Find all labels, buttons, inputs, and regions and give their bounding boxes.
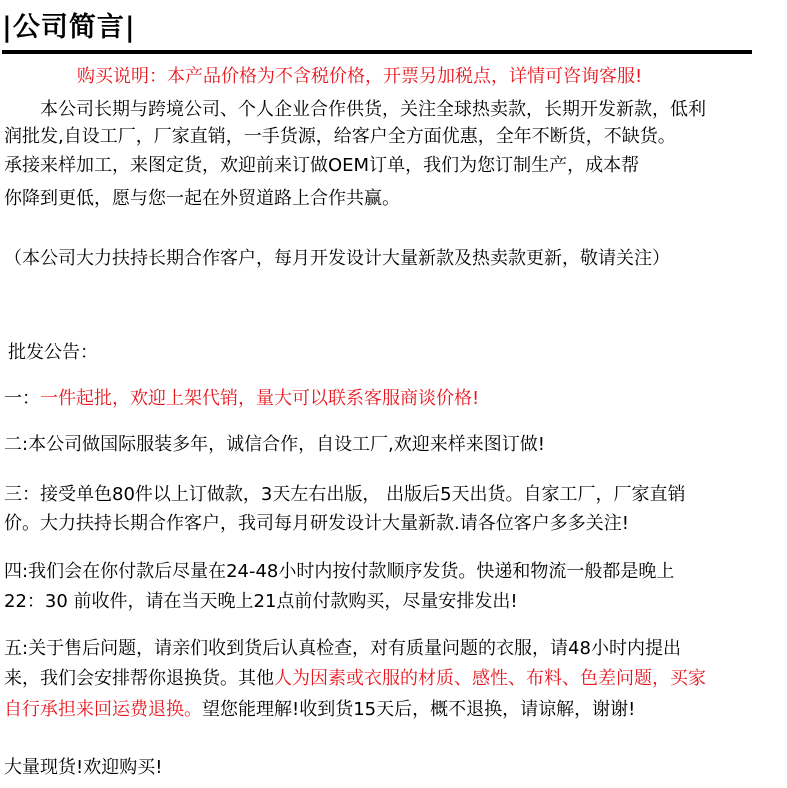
item-five-line-2 bbox=[4, 666, 706, 692]
item-three-line-2: 价。大力扶持长期合作客户，我司每月研发设计大量新款.请各位客户多多关注! bbox=[4, 513, 629, 534]
item-five-line-3-text: 望您能理解!收到货15天后，概不退换，请谅解，谢谢! bbox=[202, 699, 636, 720]
purchase-note: 购买说明：本产品价格为不含税价格，开票另加税点，详情可咨询客服! bbox=[77, 66, 643, 87]
announcement-title: 批发公告： bbox=[8, 342, 98, 363]
item-five-line-3 bbox=[4, 697, 635, 723]
closing-note: 大量现货!欢迎购买! bbox=[4, 757, 163, 778]
item-two: 二:本公司做国际服装多年，诚信合作，自设工厂,欢迎来样来图订做! bbox=[4, 434, 545, 455]
item-five-line-1: 五:关于售后问题，请亲们收到货后认真检查，对有质量问题的衣服，请48小时内提出 bbox=[4, 638, 681, 659]
item-four-line-1: 四:我们会在你付款后尽量在24-48小时内按付款顺序发货。快递和物流一般都是晚上 bbox=[4, 561, 675, 582]
item-five-line-2-text: 来，我们会安排帮你退换货。其他 bbox=[4, 668, 274, 689]
title-banner bbox=[2, 10, 752, 54]
item-three-line-1: 三：接受单色80件以上订做款，3天左右出版， 出版后5天出货。自家工厂，厂家直销 bbox=[4, 484, 686, 505]
intro-line-3: 承接来样加工，来图定货，欢迎前来订做OEM订单，我们为您订制生产，成本帮 bbox=[4, 155, 640, 176]
title-underline bbox=[2, 50, 752, 54]
item-five-line-3-highlight: 自行承担来回运费退换。 bbox=[4, 699, 202, 720]
support-note: （本公司大力扶持长期合作客户，每月开发设计大量新款及热卖款更新，敬请关注） bbox=[4, 248, 670, 269]
item-five-line-2-highlight: 人为因素或衣服的材质、感性、布料、色差问题，买家 bbox=[274, 668, 706, 689]
item-one-highlight: 一件起批，欢迎上架代销，量大可以联系客服商谈价格! bbox=[40, 388, 480, 409]
intro-line-1: 本公司长期与跨境公司、个人企业合作供货，关注全球热卖款，长期开发新款，低利 bbox=[40, 99, 706, 120]
page-title: |公司简言| bbox=[2, 12, 136, 43]
intro-line-4: 你降到更低，愿与您一起在外贸道路上合作共赢。 bbox=[4, 188, 400, 209]
item-one-prefix: 一： bbox=[4, 388, 40, 409]
item-four-line-2: 22：30 前收件，请在当天晚上21点前付款购买，尽量安排发出! bbox=[4, 591, 518, 612]
intro-line-2: 润批发,自设工厂，厂家直销，一手货源，给客户全方面优惠，全年不断货，不缺货。 bbox=[4, 126, 676, 147]
item-one bbox=[4, 386, 479, 412]
